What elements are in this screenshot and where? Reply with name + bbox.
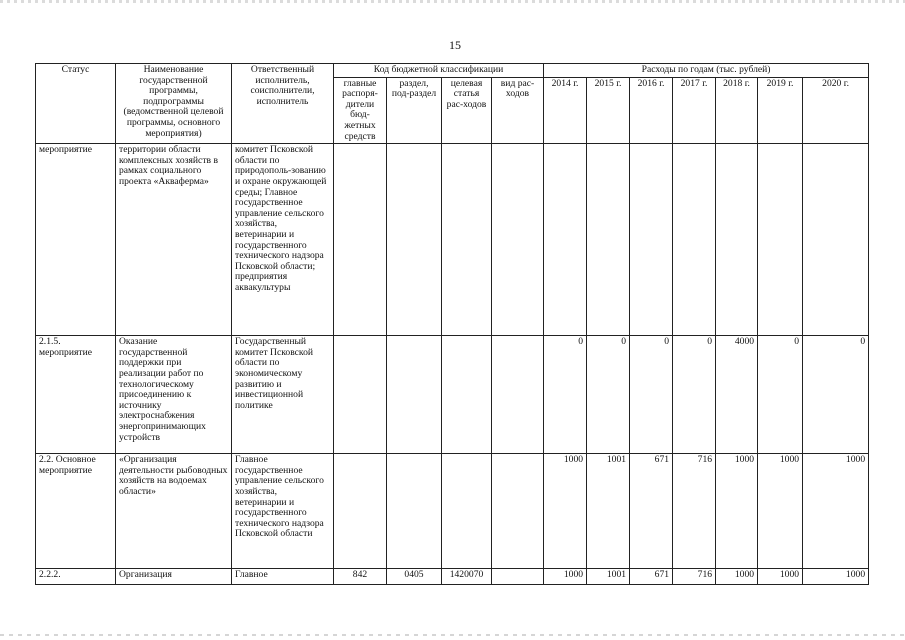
row-status: мероприятие xyxy=(36,144,116,336)
row-value: 716 xyxy=(673,569,716,585)
year-header: 2016 г. xyxy=(630,77,673,144)
row-value: 1000 xyxy=(758,569,803,585)
year-header: 2017 г. xyxy=(673,77,716,144)
row-value: 1000 xyxy=(716,454,758,569)
row-value: 671 xyxy=(630,454,673,569)
table-row xyxy=(36,144,869,336)
header-row-1 xyxy=(36,64,869,78)
row-code xyxy=(387,336,442,454)
row-executor: комитет Псковской области по природополь-зованию и охране окружающей среды; Главное государственное управление сельского хозяйства, ветеринарии и государственного технического надзора Псковской области; предприятия аквакультуры xyxy=(232,144,334,336)
col-status-header: Статус xyxy=(36,64,116,144)
row-value: 1001 xyxy=(587,569,630,585)
row-value: 0 xyxy=(758,336,803,454)
row-value: 0 xyxy=(673,336,716,454)
code-header-article: целевая статья рас-ходов xyxy=(442,77,492,144)
row-code xyxy=(442,454,492,569)
row-value xyxy=(803,144,869,336)
year-header: 2019 г. xyxy=(758,77,803,144)
row-value: 671 xyxy=(630,569,673,585)
code-header-type: вид рас-ходов xyxy=(492,77,544,144)
code-header-section: раздел, под-раздел xyxy=(387,77,442,144)
budget-code-header: Код бюджетной классификации xyxy=(334,64,544,78)
row-executor: Государственный комитет Псковской области по экономическому развитию и инвестиционной политике xyxy=(232,336,334,454)
row-value: 1001 xyxy=(587,454,630,569)
row-code xyxy=(492,454,544,569)
code-header-gr: главные распоря-дители бюд-жетных средств xyxy=(334,77,387,144)
row-status: 2.1.5. мероприятие xyxy=(36,336,116,454)
row-code xyxy=(334,144,387,336)
row-value: 1000 xyxy=(803,569,869,585)
row-value xyxy=(544,144,587,336)
row-name: Организация xyxy=(116,569,232,585)
row-code xyxy=(387,454,442,569)
row-value: 0 xyxy=(544,336,587,454)
row-value xyxy=(758,144,803,336)
page-number: 15 xyxy=(449,38,461,52)
year-header: 2014 г. xyxy=(544,77,587,144)
row-status: 2.2. Основное мероприятие xyxy=(36,454,116,569)
col-name-header: Наименование государственной программы, подпрограммы (ведомственной целевой программы, основного мероприятия) xyxy=(116,64,232,144)
row-code xyxy=(492,569,544,585)
row-value: 1000 xyxy=(544,569,587,585)
row-name: территории области комплексных хозяйств в рамках социального проекта «Акваферма» xyxy=(116,144,232,336)
table-row xyxy=(36,336,869,454)
row-value: 0 xyxy=(630,336,673,454)
year-header: 2020 г. xyxy=(803,77,869,144)
row-value: 1000 xyxy=(716,569,758,585)
row-value xyxy=(673,144,716,336)
row-value xyxy=(587,144,630,336)
row-value: 716 xyxy=(673,454,716,569)
row-executor: Главное государственное управление сельского хозяйства, ветеринарии и государственного технического надзора Псковской области xyxy=(232,454,334,569)
row-value xyxy=(630,144,673,336)
row-code xyxy=(492,336,544,454)
scan-edge-bottom xyxy=(0,634,905,636)
row-code: 0405 xyxy=(387,569,442,585)
row-code xyxy=(387,144,442,336)
expenses-header: Расходы по годам (тыс. рублей) xyxy=(544,64,869,78)
table-row xyxy=(36,569,869,585)
row-code xyxy=(442,336,492,454)
row-code xyxy=(334,454,387,569)
row-value xyxy=(716,144,758,336)
row-code xyxy=(492,144,544,336)
row-code xyxy=(442,144,492,336)
row-code: 842 xyxy=(334,569,387,585)
scan-edge-top xyxy=(0,0,905,3)
row-value: 1000 xyxy=(803,454,869,569)
row-value: 4000 xyxy=(716,336,758,454)
row-value: 0 xyxy=(803,336,869,454)
row-status: 2.2.2. xyxy=(36,569,116,585)
row-code: 1420070 xyxy=(442,569,492,585)
row-value: 1000 xyxy=(758,454,803,569)
row-value: 1000 xyxy=(544,454,587,569)
col-executor-header: Ответственный исполнитель, соисполнители, исполнитель xyxy=(232,64,334,144)
row-code xyxy=(334,336,387,454)
year-header: 2018 г. xyxy=(716,77,758,144)
row-value: 0 xyxy=(587,336,630,454)
table-row xyxy=(36,454,869,569)
year-header: 2015 г. xyxy=(587,77,630,144)
row-name: Оказание государственной поддержки при реализации работ по технологическому присоединению к источнику электроснабжения энергопринимающих устройств xyxy=(116,336,232,454)
budget-table xyxy=(35,63,869,585)
row-executor: Главное xyxy=(232,569,334,585)
row-name: «Организация деятельности рыбоводных хозяйств на водоемах области» xyxy=(116,454,232,569)
